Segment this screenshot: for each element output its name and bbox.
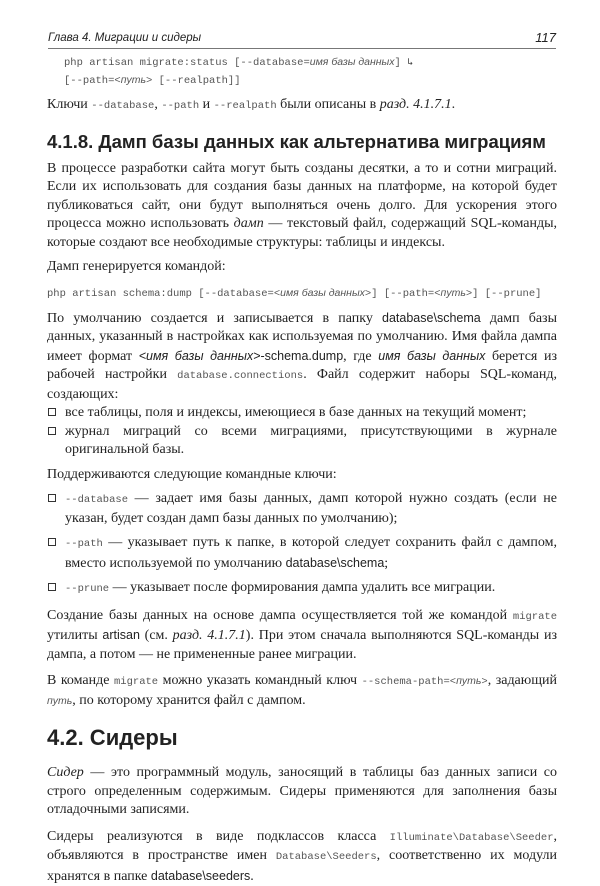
- list-item: --path — указывает путь к папке, в которой следует сохранить файл с дампом, вместо используемой по умолчанию database\schema;: [47, 534, 557, 573]
- code-migrate-status-line2: [--path=<путь> [--realpath]]: [47, 72, 557, 90]
- paragraph-seeder-classes: Сидеры реализуются в виде подклассов класса Illuminate\Database\Seeder, объявляются в пространстве имен Database\Seeders, соответственно их модули хранятся в папке database\seeders.: [47, 828, 557, 886]
- command-keys-list: [47, 490, 557, 599]
- checkbox-bullet-icon: [48, 538, 56, 546]
- term-seeder: Сидер: [47, 765, 84, 780]
- paragraph-dump-command-intro: Дамп генерируется командой:: [47, 258, 557, 277]
- section-reference: разд. 4.1.7.1: [380, 97, 452, 112]
- dump-contents-list: [47, 404, 557, 460]
- page-number: 117: [535, 30, 556, 45]
- paragraph-schema-path: В команде migrate можно указать командный ключ --schema-path=<путь>, задающий путь, по которому хранится файл с дампом.: [47, 672, 557, 710]
- paragraph-keys: Ключи --database, --path и --realpath были описаны в разд. 4.1.7.1.: [47, 96, 557, 116]
- section-reference: разд. 4.1.7.1: [173, 628, 246, 643]
- section-heading-4-2: 4.2. Сидеры: [47, 724, 557, 752]
- term-dump: дамп: [234, 216, 264, 231]
- list-item: журнал миграций со всеми миграциями, присутствующими в журнале оригинальной базы.: [47, 423, 557, 460]
- code-migrate-status-line1: php artisan migrate:status [--database=имя базы данных] ↳: [47, 54, 557, 72]
- line-wrap-icon: ↳: [407, 55, 413, 72]
- list-item: --prune — указывает после формирования дампа удалить все миграции.: [47, 579, 557, 599]
- page-content: [47, 54, 557, 886]
- paragraph-keys-intro: Поддерживаются следующие командные ключи:: [47, 466, 557, 485]
- checkbox-bullet-icon: [48, 583, 56, 591]
- checkbox-bullet-icon: [48, 427, 56, 435]
- paragraph-restore-from-dump: Создание базы данных на основе дампа осуществляется той же командой migrate утилиты artisan (см. разд. 4.1.7.1). При этом сначала выполняются SQL-команды из дампа, а потом — не примененные ранее миграции.: [47, 607, 557, 665]
- checkbox-bullet-icon: [48, 494, 56, 502]
- list-item: все таблицы, поля и индексы, имеющиеся в базе данных на текущий момент;: [47, 404, 557, 423]
- list-item: --database — задает имя базы данных, дамп которой нужно создать (если не указан, будет создан дамп базы данных по умолчанию);: [47, 490, 557, 528]
- code-schema-dump: php artisan schema:dump [--database=<имя базы данных>] [--path=<путь>] [--prune]: [47, 285, 557, 303]
- checkbox-bullet-icon: [48, 408, 56, 416]
- paragraph-dump-intro: В процессе разработки сайта могут быть созданы десятки, а то и сотни миграций. Если их использовать для создания базы данных на платформе, на которой будет публиковаться сайт, они будут выполняться очень долго. Для ускорения этого процесса можно использовать дамп — текстовый файл, содержащий SQL-команды, которые создают все необходимые структуры: таблицы и индексы.: [47, 160, 557, 253]
- paragraph-dump-default: По умолчанию создается и записывается в папку database\schema дамп базы данных, указанный в настройках как используемая по умолчанию. Имя файла дампа имеет формат <имя базы данных>-schema.dump, где имя базы данных берется из рабочей настройки database.connections. Файл содержит наборы SQL-команд, создающих:: [47, 309, 557, 405]
- section-heading-4-1-8: 4.1.8. Дамп базы данных как альтернатива миграциям: [47, 130, 557, 154]
- chapter-title: Глава 4. Миграции и сидеры: [48, 32, 201, 44]
- paragraph-seeder-definition: Сидер — это программный модуль, заносящий в таблицы баз данных записи со строго определенным содержимым. Сидеры применяются для заполнения базы отладочными записями.: [47, 764, 557, 820]
- running-header: [48, 32, 556, 49]
